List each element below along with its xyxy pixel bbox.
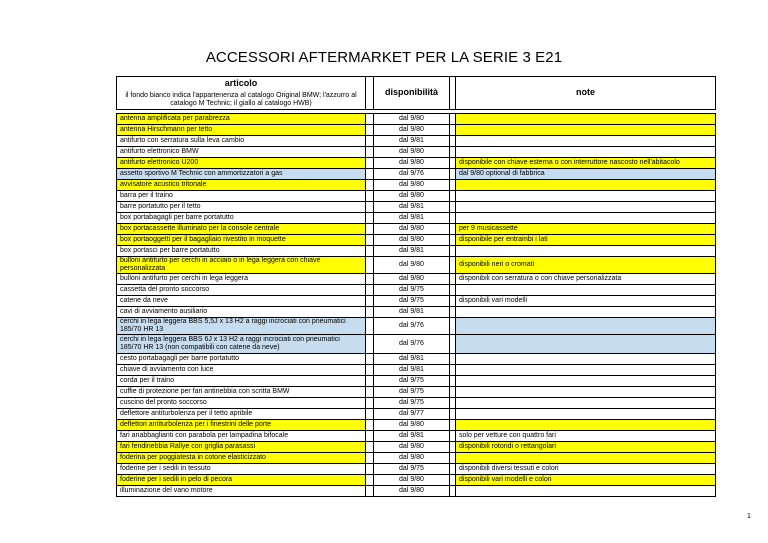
note-cell (456, 376, 716, 387)
row-spacer (366, 136, 374, 147)
disponibilita-cell: dal 9/80 (374, 191, 450, 202)
note-cell (456, 387, 716, 398)
disponibilita-cell: dal 9/80 (374, 420, 450, 431)
table-row (117, 307, 716, 318)
note-cell (456, 335, 716, 354)
table-row (117, 387, 716, 398)
row-spacer (366, 335, 374, 354)
row-spacer (366, 464, 374, 475)
table-row (117, 114, 716, 125)
header-disponibilita (374, 77, 450, 110)
table-row (117, 257, 716, 274)
table-header-row (117, 77, 716, 110)
note-cell (456, 398, 716, 409)
disponibilita-cell: dal 9/80 (374, 274, 450, 285)
note-cell (456, 365, 716, 376)
note-cell (456, 180, 716, 191)
table-row (117, 285, 716, 296)
articolo-cell: foderine per i sedili in tessuto (117, 464, 366, 475)
articolo-cell: cerchi in lega leggera BBS 5,5J x 13 H2 a raggi incrociati con pneumatici 185/70 HR 13 (117, 318, 366, 335)
articolo-cell: foderine per i sedili in pelo di pecora (117, 475, 366, 486)
table-row (117, 442, 716, 453)
row-spacer (366, 354, 374, 365)
articolo-cell: fari fendinebbia Rallye con griglia parasassi (117, 442, 366, 453)
table-row (117, 158, 716, 169)
header-note-label: note (576, 87, 595, 97)
header-spacer (366, 77, 374, 110)
articolo-cell: foderina per poggiatesta in cotone elasticizzato (117, 453, 366, 464)
articolo-cell: box portabagagli per barre portatutto (117, 213, 366, 224)
disponibilita-cell: dal 9/75 (374, 398, 450, 409)
articolo-cell: cuffie di protezione per fari antinebbia con scritta BMW (117, 387, 366, 398)
articolo-cell: deflettore antiturbolenza per il tetto apribile (117, 409, 366, 420)
table-row (117, 191, 716, 202)
note-cell (456, 420, 716, 431)
articolo-cell: chiave di avviamento con luce (117, 365, 366, 376)
disponibilita-cell: dal 9/81 (374, 246, 450, 257)
row-spacer (366, 398, 374, 409)
row-spacer (366, 365, 374, 376)
note-cell (456, 409, 716, 420)
disponibilita-cell: dal 9/80 (374, 475, 450, 486)
note-cell (456, 125, 716, 136)
disponibilita-cell: dal 9/76 (374, 169, 450, 180)
note-cell (456, 114, 716, 125)
note-cell (456, 307, 716, 318)
disponibilita-cell: dal 9/80 (374, 235, 450, 246)
disponibilita-cell: dal 9/81 (374, 365, 450, 376)
articolo-cell: corda per il traino (117, 376, 366, 387)
row-spacer (366, 387, 374, 398)
disponibilita-cell: dal 9/80 (374, 442, 450, 453)
disponibilita-cell: dal 9/80 (374, 453, 450, 464)
table-row (117, 296, 716, 307)
note-cell (456, 453, 716, 464)
articolo-cell: cassetta del pronto soccorso (117, 285, 366, 296)
disponibilita-cell: dal 9/80 (374, 180, 450, 191)
row-spacer (366, 191, 374, 202)
note-cell: disponibile con chiave esterna o con interruttore nascosto nell'abitacolo (456, 158, 716, 169)
articolo-cell: bulloni antifurto per cerchi in acciaio o in lega leggera con chiave personalizzata (117, 257, 366, 274)
articolo-cell: deflettori antiturbolenza per i finestrini delle porte (117, 420, 366, 431)
row-spacer (366, 274, 374, 285)
page-title: ACCESSORI AFTERMARKET PER LA SERIE 3 E21 (205, 49, 563, 66)
disponibilita-cell: dal 9/80 (374, 224, 450, 235)
table-row (117, 169, 716, 180)
table-row (117, 453, 716, 464)
row-spacer (366, 114, 374, 125)
header-articolo (117, 77, 366, 110)
table-row (117, 274, 716, 285)
disponibilita-cell: dal 9/75 (374, 464, 450, 475)
articolo-cell: catene da neve (117, 296, 366, 307)
table-row (117, 354, 716, 365)
disponibilita-cell: dal 9/80 (374, 125, 450, 136)
articolo-cell: antifurto elettronico U200 (117, 158, 366, 169)
disponibilita-cell: dal 9/75 (374, 296, 450, 307)
row-spacer (366, 257, 374, 274)
disponibilita-cell: dal 9/77 (374, 409, 450, 420)
note-cell: disponibili neri o cromati (456, 257, 716, 274)
articolo-cell: avvisatore acustico tritonale (117, 180, 366, 191)
disponibilita-cell: dal 9/81 (374, 213, 450, 224)
articolo-cell: barra per il traino (117, 191, 366, 202)
table-row (117, 180, 716, 191)
row-spacer (366, 169, 374, 180)
row-spacer (366, 125, 374, 136)
disponibilita-cell: dal 9/75 (374, 285, 450, 296)
articolo-cell: assetto sportivo M Technic con ammortizzatori a gas (117, 169, 366, 180)
row-spacer (366, 431, 374, 442)
note-cell: disponibili diversi tessuti e colori (456, 464, 716, 475)
disponibilita-cell: dal 9/81 (374, 307, 450, 318)
header-articolo-label: articolo (224, 77, 258, 88)
articolo-cell: illuminazione del vano motore (117, 486, 366, 497)
accessories-table (116, 76, 716, 497)
note-cell (456, 147, 716, 158)
table-row (117, 475, 716, 486)
row-spacer (366, 318, 374, 335)
articolo-cell: barre portatutto per il tetto (117, 202, 366, 213)
note-cell (456, 318, 716, 335)
row-spacer (366, 376, 374, 387)
row-spacer (366, 420, 374, 431)
row-spacer (366, 158, 374, 169)
note-cell (456, 191, 716, 202)
disponibilita-cell: dal 9/81 (374, 431, 450, 442)
articolo-cell: cesto portabagagli per barre portatutto (117, 354, 366, 365)
disponibilita-cell: dal 9/80 (374, 486, 450, 497)
note-cell: solo per vetture con quattro fari (456, 431, 716, 442)
note-cell: disponibili vari modelli e colori (456, 475, 716, 486)
table-row (117, 464, 716, 475)
disponibilita-cell: dal 9/80 (374, 147, 450, 158)
articolo-cell: bulloni antifurto per cerchi in lega leggera (117, 274, 366, 285)
articolo-cell: cavi di avviamento ausiliario (117, 307, 366, 318)
disponibilita-cell: dal 9/75 (374, 387, 450, 398)
row-spacer (366, 475, 374, 486)
note-cell (456, 354, 716, 365)
row-spacer (366, 213, 374, 224)
articolo-cell: box portasci per barre portatutto (117, 246, 366, 257)
articolo-cell: cerchi in lega leggera BBS 6J x 13 H2 a raggi incrociati con pneumatici 185/70 HR 13 (non compatibili con catene da neve) (117, 335, 366, 354)
articolo-cell: antenna amplificata per parabrezza (117, 114, 366, 125)
articolo-cell: antifurto con serratura sulla leva cambio (117, 136, 366, 147)
row-spacer (366, 285, 374, 296)
disponibilita-cell: dal 9/80 (374, 114, 450, 125)
disponibilita-cell: dal 9/81 (374, 136, 450, 147)
note-cell: dal 9/80 optional di fabbrica (456, 169, 716, 180)
row-spacer (366, 296, 374, 307)
table-row (117, 202, 716, 213)
header-legend: il fondo bianco indica l'appartenenza al catalogo Original BMW; l'azzurro al catalogo M Technic; il giallo al catalogo HWB) (125, 91, 357, 107)
table-row (117, 398, 716, 409)
table-row (117, 136, 716, 147)
disponibilita-cell: dal 9/81 (374, 354, 450, 365)
note-cell (456, 136, 716, 147)
row-spacer (366, 307, 374, 318)
table-row (117, 235, 716, 246)
row-spacer (366, 180, 374, 191)
note-cell (456, 285, 716, 296)
note-cell (456, 246, 716, 257)
articolo-cell: box portaoggetti per il bagagliaio rivestito in moquette (117, 235, 366, 246)
note-cell: per 9 musicassette (456, 224, 716, 235)
disponibilita-cell: dal 9/80 (374, 158, 450, 169)
row-spacer (366, 442, 374, 453)
articolo-cell: antenna Hirschmann per tetto (117, 125, 366, 136)
row-spacer (366, 224, 374, 235)
note-cell (456, 213, 716, 224)
note-cell: disponibili rotondi o rettangolari (456, 442, 716, 453)
page-number: 1 (747, 513, 751, 520)
articolo-cell: antifurto elettronico BMW (117, 147, 366, 158)
note-cell: disponibili vari modelli (456, 296, 716, 307)
header-note (456, 77, 716, 110)
row-spacer (366, 147, 374, 158)
table-row (117, 365, 716, 376)
note-cell: disponibile per entrambi i lati (456, 235, 716, 246)
disponibilita-cell: dal 9/76 (374, 318, 450, 335)
table-row (117, 147, 716, 158)
row-spacer (366, 486, 374, 497)
disponibilita-cell: dal 9/76 (374, 335, 450, 354)
table-row (117, 335, 716, 354)
row-spacer (366, 409, 374, 420)
table-row (117, 420, 716, 431)
table-row (117, 246, 716, 257)
articolo-cell: box portacassette illuminato per la console centrale (117, 224, 366, 235)
table-row (117, 224, 716, 235)
articolo-cell: cuscino del pronto soccorso (117, 398, 366, 409)
header-disponibilita-label: disponibilità (385, 87, 438, 97)
note-cell (456, 202, 716, 213)
table-row (117, 318, 716, 335)
row-spacer (366, 453, 374, 464)
table-row (117, 409, 716, 420)
articolo-cell: fari anabbaglianti con parabola per lampadina bifocale (117, 431, 366, 442)
table-row (117, 376, 716, 387)
disponibilita-cell: dal 9/75 (374, 376, 450, 387)
row-spacer (366, 202, 374, 213)
row-spacer (366, 246, 374, 257)
row-spacer (366, 235, 374, 246)
table-row (117, 486, 716, 497)
table-row (117, 431, 716, 442)
disponibilita-cell: dal 9/80 (374, 257, 450, 274)
note-cell (456, 486, 716, 497)
disponibilita-cell: dal 9/81 (374, 202, 450, 213)
table-row (117, 125, 716, 136)
note-cell: disponibili con serratura o con chiave personalizzata (456, 274, 716, 285)
table-row (117, 213, 716, 224)
